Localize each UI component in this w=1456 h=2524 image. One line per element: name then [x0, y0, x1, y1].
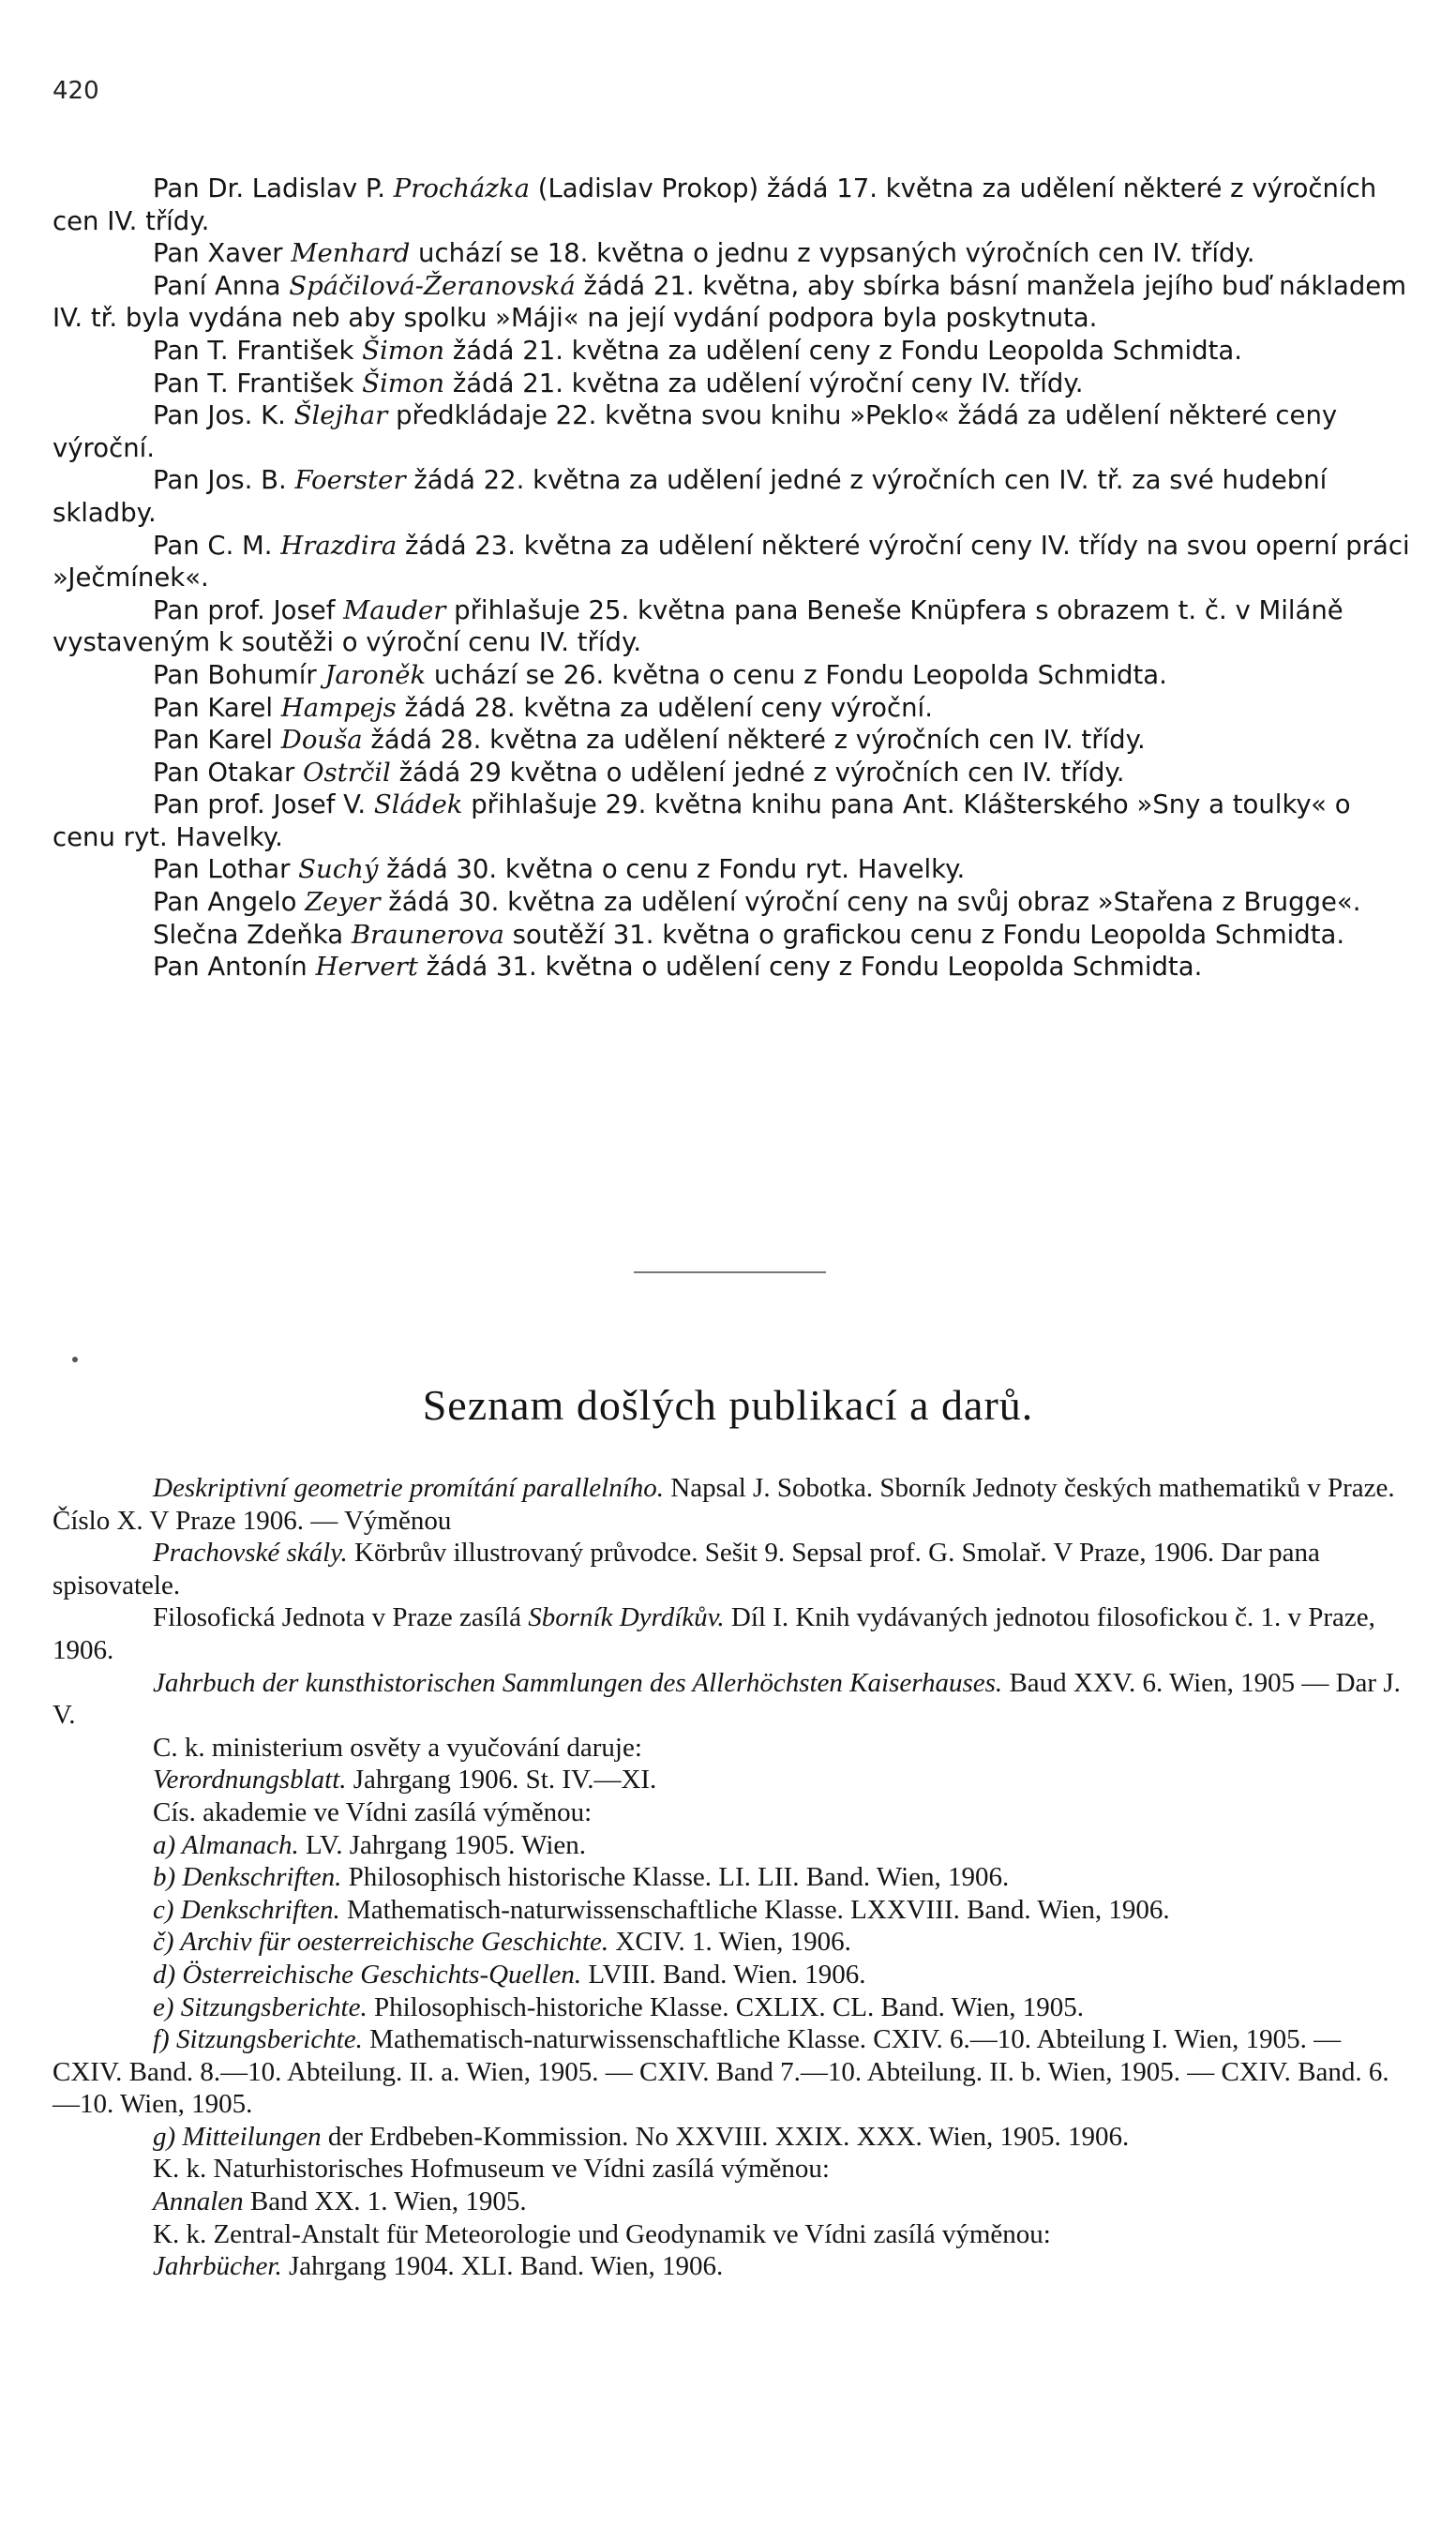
applicant-surname: Menhard	[291, 238, 411, 269]
applicant-surname: Suchý	[298, 854, 379, 885]
publication-entry	[53, 2153, 1412, 2186]
request-entry	[53, 659, 1412, 692]
applicant-surname: Šimon	[362, 335, 445, 366]
applicant-surname: Šlejhar	[293, 400, 388, 431]
request-entry	[53, 692, 1412, 725]
ink-dot	[72, 1357, 78, 1362]
publication-text: Jahrgang 1906. St. IV.—XI.	[346, 1765, 657, 1795]
request-text: Pan Otakar	[153, 757, 303, 788]
applicant-surname: Douša	[280, 725, 363, 756]
applicant-surname: Hrazdira	[280, 530, 398, 561]
publication-text: C. k. ministerium osvěty a vyučování daruje:	[153, 1732, 642, 1763]
request-text: žádá 21. května za udělení výroční ceny IV. třídy.	[444, 368, 1084, 398]
request-text: Pan Lothar	[153, 854, 299, 885]
request-text: Pan Karel	[153, 692, 281, 723]
publication-entry	[53, 1959, 1412, 1991]
publication-entry	[53, 2250, 1412, 2283]
request-entry	[53, 919, 1412, 952]
request-text: žádá 23. května za udělení některé výroční ceny IV. třídy na svou operní práci »Ječmínek«.	[53, 530, 1410, 593]
publication-entry	[53, 1894, 1412, 1927]
publication-text: Philosophisch-historiche Klasse. CXLIX. CL. Band. Wien, 1905.	[367, 1991, 1085, 2022]
publication-text: Baud XXV. 6. Wien, 1905 — Dar J. V.	[53, 1667, 1401, 1731]
publication-text: Philosophisch historische Klasse. LI. LII. Band. Wien, 1906.	[341, 1862, 1010, 1893]
publication-text: Cís. akademie ve Vídni zasílá výměnou:	[153, 1796, 593, 1827]
request-text: žádá 30. května za udělení výroční ceny na svůj obraz »Stařena z Brugge«.	[380, 887, 1361, 918]
publication-entry	[53, 1601, 1412, 1666]
publication-entry	[53, 1861, 1412, 1894]
applicant-surname: Šimon	[362, 368, 445, 398]
publication-entry	[53, 1537, 1412, 1601]
publication-entry	[53, 1764, 1412, 1796]
publication-title: e) Sitzungsberichte.	[153, 1991, 368, 2022]
request-entry	[53, 368, 1412, 400]
publication-title: c) Denkschriften.	[153, 1894, 340, 1925]
publication-title: Sborník Dyrdíkův.	[528, 1602, 725, 1633]
request-text: žádá 30. května o cenu z Fondu ryt. Havelky.	[378, 854, 966, 885]
applicant-surname: Mauder	[343, 594, 446, 625]
publications-list	[53, 1472, 1412, 2283]
request-text: Pan T. František	[153, 368, 363, 398]
request-text: Pan Dr. Ladislav P.	[153, 173, 394, 203]
request-entry	[53, 464, 1412, 529]
applicant-surname: Hervert	[315, 952, 418, 983]
request-text: Pan Antonín	[153, 952, 316, 983]
request-text: žádá 28. května za udělení některé z výročních cen IV. třídy.	[362, 725, 1146, 756]
publication-entry	[53, 1667, 1412, 1732]
request-entry	[53, 530, 1412, 594]
publication-title: Deskriptivní geometrie promítání parallelního.	[153, 1473, 665, 1503]
publication-title: f) Sitzungsberichte.	[153, 2024, 363, 2055]
applicant-surname: Hampejs	[280, 692, 397, 723]
request-text: Slečna Zdeňka	[153, 919, 352, 950]
request-entry	[53, 853, 1412, 886]
publication-title: a) Almanach.	[153, 1829, 299, 1860]
request-text: žádá 28. května za udělení ceny výroční.	[396, 692, 933, 723]
request-entry	[53, 886, 1412, 919]
request-text: uchází se 18. května o jednu z vypsaných výročních cen IV. třídy.	[410, 238, 1255, 269]
applicant-surname: Spáčilová-Žeranovská	[289, 270, 576, 301]
publication-entry	[53, 2023, 1412, 2121]
publication-entry	[53, 1732, 1412, 1765]
applicant-surname: Sládek	[373, 789, 463, 820]
request-text: žádá 22. května za udělení jedné z výročních cen IV. tř. za své hudební skladby.	[53, 465, 1328, 528]
applicant-surname: Braunerova	[351, 919, 504, 950]
request-text: Paní Anna	[153, 270, 290, 301]
publication-text: Napsal J. Sobotka. Sborník Jednoty českých mathematiků v Praze. Číslo X. V Praze 1906. — Výměnou	[53, 1473, 1395, 1536]
request-text: Pan prof. Josef	[153, 594, 344, 625]
request-entry	[53, 270, 1412, 335]
publication-title: d) Österreichische Geschichts-Quellen.	[153, 1959, 582, 1990]
applicant-surname: Jaroněk	[324, 659, 427, 690]
publication-entry	[53, 1991, 1412, 2024]
publication-text: der Erdbeben-Kommission. No XXVIII. XXIX. XXX. Wien, 1905. 1906.	[321, 2121, 1130, 2152]
publication-text: Mathematisch-naturwissenschaftliche Klasse. CXIV. 6.—10. Abteilung I. Wien, 1905. — CXIV. Band. 8.—10. Abteilung. II. a. Wien, 1905. — CXIV. Band 7.—10. Abteilung. II. b. Wien, 1905. — CXIV. Band. 6.—10. Wien, 1905.	[53, 2024, 1389, 2120]
request-text: Pan Jos. K.	[153, 400, 294, 431]
publication-title: b) Denkschriften.	[153, 1862, 342, 1893]
request-entry	[53, 173, 1412, 237]
request-text: Pan Xaver	[153, 238, 292, 269]
publication-text: Jahrgang 1904. XLI. Band. Wien, 1906.	[281, 2251, 724, 2282]
section-title: Seznam došlých publikací a darů.	[422, 1381, 1034, 1429]
request-text: žádá 21. května, aby sbírka básní manžela jejího buď nákladem IV. tř. byla vydána neb aby spolku »Máji« na její vydání podpora byla poskytnuta.	[53, 270, 1406, 334]
request-text: přihlašuje 29. května knihu pana Ant. Klášterského »Sny a toulky« o cenu ryt. Havelky.	[53, 789, 1351, 852]
request-entry	[53, 951, 1412, 984]
request-entry	[53, 724, 1412, 757]
publication-title: g) Mitteilungen	[153, 2121, 322, 2152]
request-text: Pan Angelo	[153, 887, 306, 918]
publication-entry	[53, 2218, 1412, 2251]
request-text: žádá 29 května o udělení jedné z výročních cen IV. třídy.	[390, 757, 1125, 788]
publication-text: Körbrův illustrovaný průvodce. Sešit 9. Sepsal prof. G. Smolař. V Praze, 1906. Dar pana spisovatele.	[53, 1538, 1320, 1600]
applicant-surname: Foerster	[294, 465, 406, 496]
request-entry	[53, 237, 1412, 270]
publication-title: Jahrbuch der kunsthistorischen Sammlungen des Allerhöchsten Kaiserhauses.	[153, 1667, 1003, 1698]
publication-text: K. k. Zentral-Anstalt für Meteorologie und Geodynamik ve Vídni zasílá výměnou:	[153, 2218, 1051, 2249]
publication-text: Band XX. 1. Wien, 1905.	[243, 2186, 527, 2217]
request-text: Pan prof. Josef V.	[153, 789, 374, 820]
request-text: (Ladislav Prokop) žádá 17. května za udělení některé z výročních cen IV. třídy.	[53, 173, 1377, 236]
publication-text: Mathematisch-naturwissenschaftliche Klasse. LXXVIII. Band. Wien, 1906.	[339, 1894, 1170, 1925]
publication-entry	[53, 2186, 1412, 2218]
publication-text: K. k. Naturhistorisches Hofmuseum ve Vídni zasílá výměnou:	[153, 2154, 830, 2185]
request-entry	[53, 399, 1412, 464]
request-text: žádá 21. května za udělení ceny z Fondu Leopolda Schmidta.	[444, 335, 1243, 366]
request-entry	[53, 594, 1412, 659]
applicant-surname: Zeyer	[305, 887, 381, 918]
request-entry	[53, 789, 1412, 853]
request-text: Pan T. František	[153, 335, 363, 366]
page-number: 420	[53, 77, 99, 105]
publication-text: LVIII. Band. Wien. 1906.	[581, 1959, 866, 1990]
request-text: Pan Bohumír	[153, 659, 325, 690]
publication-entry	[53, 1472, 1412, 1537]
request-text: Pan C. M.	[153, 530, 281, 561]
applicant-surname: Procházka	[393, 173, 530, 203]
publication-text: Díl I. Knih vydávaných jednotou filosofickou č. 1. v Praze, 1906.	[53, 1602, 1375, 1665]
publication-entry	[53, 2121, 1412, 2154]
publication-text: XCIV. 1. Wien, 1906.	[608, 1927, 851, 1958]
publication-entry	[53, 1796, 1412, 1829]
request-entry	[53, 335, 1412, 368]
request-text: předkládaje 22. května svou knihu »Peklo« žádá za udělení některé ceny výroční.	[53, 400, 1338, 463]
request-text: Pan Jos. B.	[153, 465, 295, 496]
publication-title: Annalen	[153, 2186, 244, 2217]
applicant-surname: Ostrčil	[303, 757, 391, 788]
request-text: žádá 31. května o udělení ceny z Fondu Leopolda Schmidta.	[417, 952, 1203, 983]
publication-title: č) Archiv für oesterreichische Geschichte.	[153, 1927, 609, 1958]
requests-list	[53, 173, 1412, 984]
request-text: přihlašuje 25. května pana Beneše Knüpfera s obrazem t. č. v Miláně vystaveným k soutěži o výroční cenu IV. třídy.	[53, 594, 1343, 658]
publication-entry	[53, 1926, 1412, 1959]
publication-title: Prachovské skály.	[153, 1538, 348, 1569]
request-text: uchází se 26. května o cenu z Fondu Leopolda Schmidta.	[426, 659, 1167, 690]
request-text: Pan Karel	[153, 725, 281, 756]
section-divider	[634, 1271, 826, 1273]
publication-title: Verordnungsblatt.	[153, 1765, 347, 1795]
publication-text: Filosofická Jednota v Praze zasílá	[153, 1602, 529, 1633]
publication-text: LV. Jahrgang 1905. Wien.	[298, 1829, 587, 1860]
publication-entry	[53, 1829, 1412, 1862]
request-text: soutěží 31. května o grafickou cenu z Fondu Leopolda Schmidta.	[503, 919, 1345, 950]
request-entry	[53, 757, 1412, 789]
publication-title: Jahrbücher.	[153, 2251, 282, 2282]
